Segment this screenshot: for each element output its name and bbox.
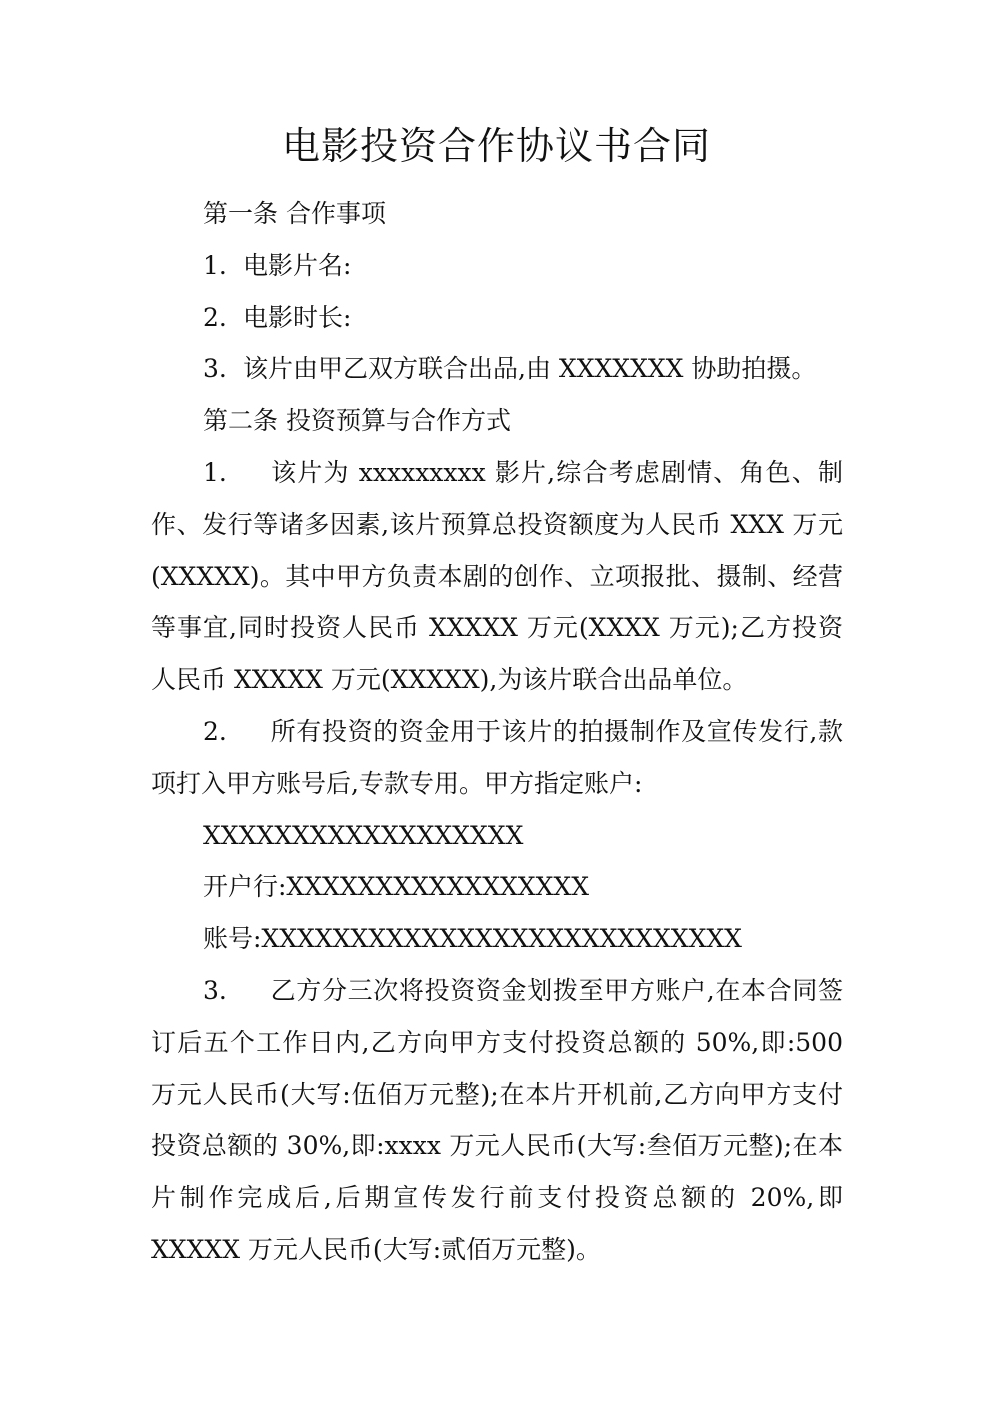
article-1-heading: 第一条 合作事项	[203, 199, 386, 228]
item-number: 2.	[203, 302, 227, 332]
item-text: 电影片名:	[243, 250, 352, 280]
account-number: 账号:XXXXXXXXXXXXXXXXXXXXXXXXXXX	[203, 924, 742, 954]
item-number: 1.	[203, 457, 227, 487]
article-2-heading: 第二条 投资预算与合作方式	[203, 406, 511, 436]
account-name: XXXXXXXXXXXXXXXXXX	[203, 820, 524, 850]
item-number: 3.	[203, 975, 227, 1005]
item-text: 电影时长:	[243, 302, 352, 332]
item-text: 该片由甲乙双方联合出品,由 XXXXXXX 协助拍摄。	[243, 354, 817, 384]
article-1-item-1	[151, 240, 843, 292]
item-text: 所有投资的资金用于该片的拍摄制作及宣传发行,款项打入甲方账号后,专款专用。甲方指定账户:	[151, 716, 843, 798]
article-1-item-2	[151, 292, 843, 344]
article-1-item-3	[151, 343, 843, 395]
item-number: 3.	[203, 354, 227, 384]
article-2-item-1	[151, 447, 843, 706]
article-2-item-3	[151, 965, 843, 1276]
document-body	[151, 188, 843, 1276]
item-number: 1.	[203, 250, 227, 280]
item-number: 2.	[203, 716, 227, 746]
document-title: 电影投资合作协议书合同	[281, 124, 711, 168]
item-text: 乙方分三次将投资资金划拨至甲方账户,在本合同签订后五个工作日内,乙方向甲方支付投资总额的 50%,即:500 万元人民币(大写:伍佰万元整);在本片开机前,乙方向甲方支付投资总额的 30%,即:xxxx 万元人民币(大写:叁佰万元整);在本片制作完成后,后期宣传发行前支付投资总额的 20%,即 XXXXX 万元人民币(大写:贰佰万元整)。	[151, 975, 843, 1264]
item-text: 该片为 xxxxxxxxx 影片,综合考虑剧情、角色、制作、发行等诸多因素,该片预算总投资额度为人民币 XXX 万元(XXXXX)。其中甲方负责本剧的创作、立项报批、摄制、经营等事宜,同时投资人民币 XXXXX 万元(XXXX 万元);乙方投资人民币 XXXXX 万元(XXXXX),为该片联合出品单位。	[151, 457, 843, 695]
article-2-item-2	[151, 706, 843, 810]
account-bank: 开户行:XXXXXXXXXXXXXXXXX	[203, 872, 589, 902]
